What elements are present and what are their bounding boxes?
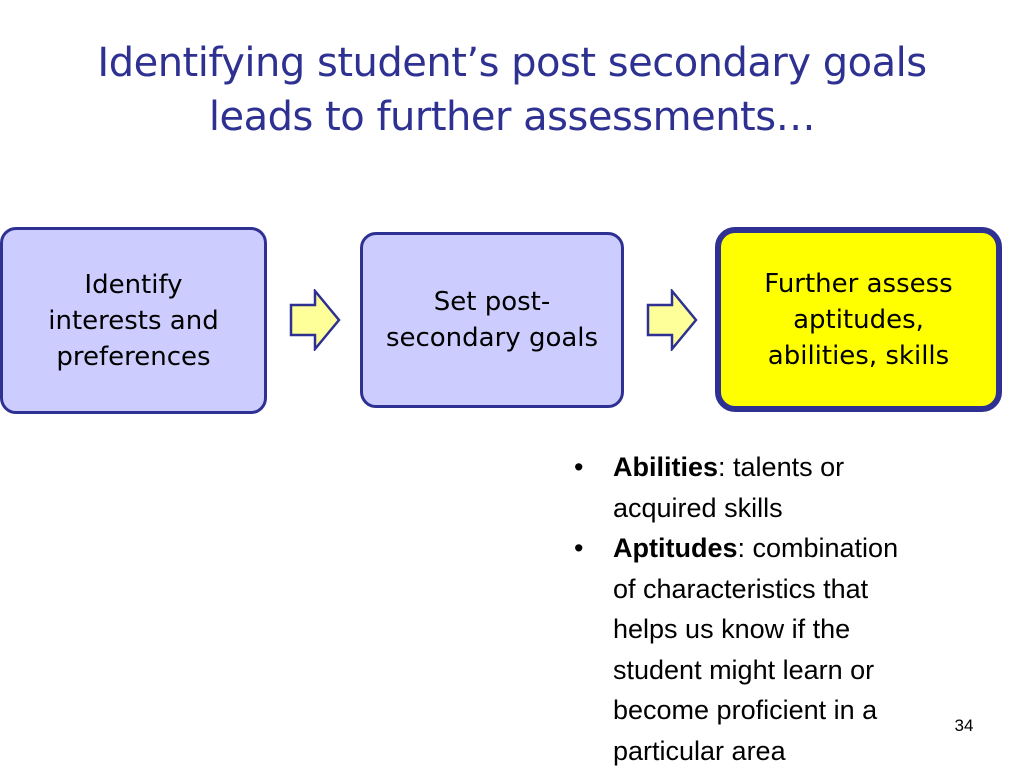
definition-term: Abilities <box>613 452 719 482</box>
title-line: leads to further assessments… <box>208 94 816 140</box>
definition-text: helps us know if the <box>613 614 851 644</box>
step-label-line: secondary goals <box>385 323 599 353</box>
step-further-assess <box>715 227 1002 412</box>
step-label-line: aptitudes, <box>793 304 924 335</box>
definition-term: Aptitudes <box>613 533 738 563</box>
page-number: 34 <box>954 716 974 735</box>
step-label-line: abilities, skills <box>767 340 950 371</box>
step-label <box>38 267 228 375</box>
bullet-marker: • <box>574 452 584 482</box>
definition-text: become proficient in a <box>613 695 878 725</box>
step-label <box>754 266 962 374</box>
title-line: Identifying student’s post secondary goals <box>97 40 927 86</box>
definition-text: particular area <box>613 735 786 766</box>
step-identify-interests <box>0 227 267 414</box>
bullet-marker: • <box>574 533 584 563</box>
definition-text: : combination <box>737 533 899 563</box>
step-label <box>376 284 608 356</box>
step-label-line: preferences <box>56 341 211 372</box>
step-set-goals <box>360 232 624 408</box>
right-arrow-icon <box>646 289 698 351</box>
definition-abilities <box>574 447 994 528</box>
right-arrow-icon <box>289 289 341 351</box>
definition-aptitudes <box>574 528 994 771</box>
step-label-line: interests and <box>48 305 219 336</box>
definition-text: acquired skills <box>613 492 783 523</box>
definition-text: : talents or <box>718 452 845 482</box>
definition-list <box>574 447 994 771</box>
step-label-line: Identify <box>84 269 183 300</box>
slide-title <box>40 36 984 144</box>
definition-text: of characteristics that <box>613 573 869 604</box>
step-label-line: Further assess <box>764 268 953 299</box>
definition-text: student might learn or <box>613 654 875 685</box>
step-label-line: Set post- <box>433 287 551 317</box>
